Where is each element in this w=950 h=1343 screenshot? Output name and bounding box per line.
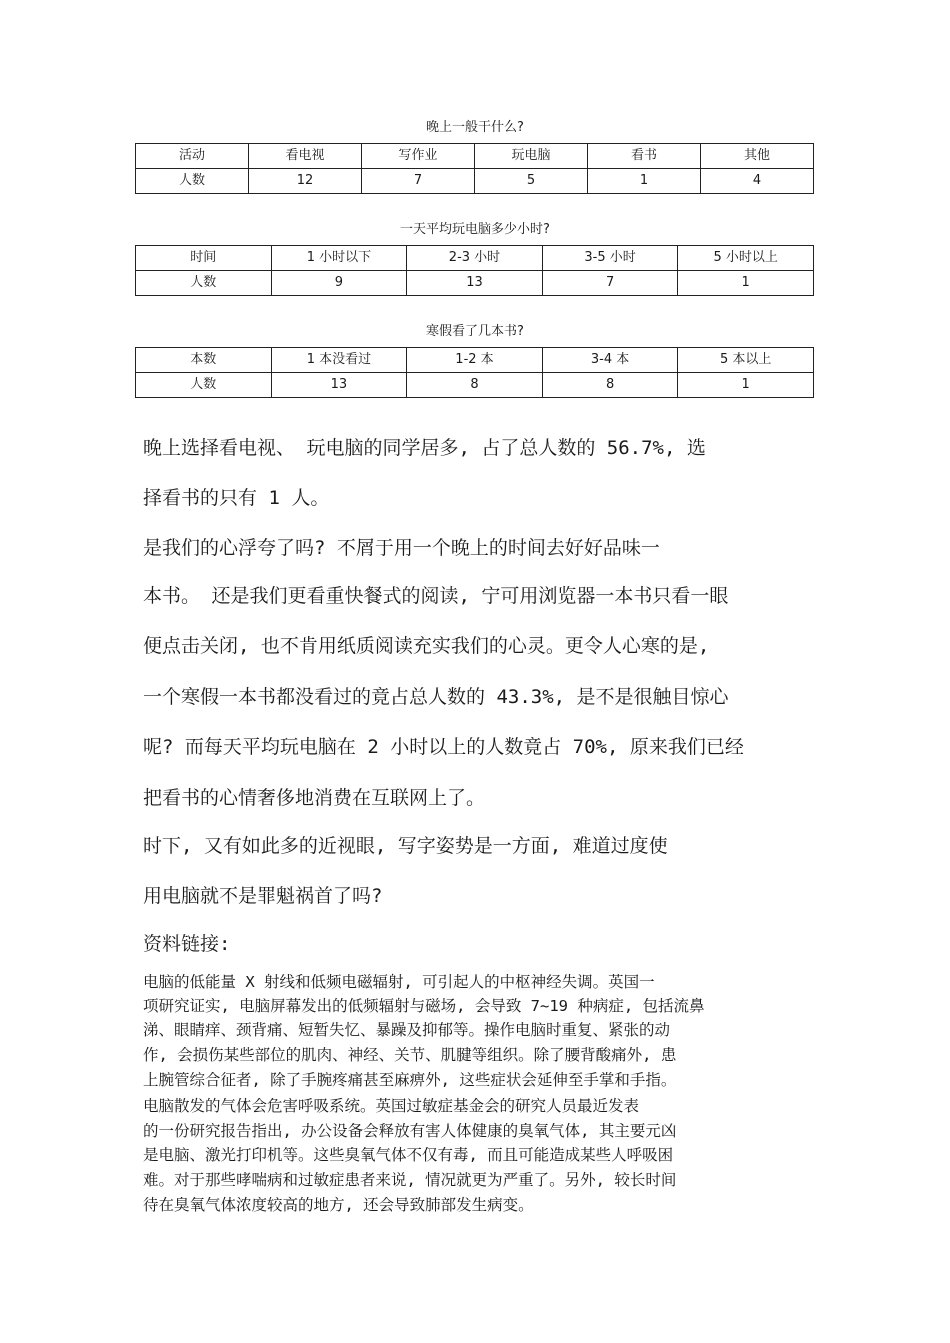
- table-caption-evening-activity: 晚上一般干什么?: [426, 120, 524, 135]
- body-line: 呢? 而每天平均玩电脑在 2 小时以上的人数竟占 70%, 原来我们已经: [143, 736, 744, 758]
- books-read-table: [135, 347, 814, 398]
- table-row: [136, 373, 814, 398]
- body-line: 时下, 又有如此多的近视眼, 写字姿势是一方面, 难道过度使: [143, 835, 668, 857]
- table-header-row: [136, 348, 814, 373]
- table-cell: 9: [271, 271, 407, 296]
- reference-line: 是电脑、激光打印机等。这些臭氧气体不仅有毒, 而且可能造成某些人呼吸困: [143, 1146, 674, 1164]
- table-cell: 7: [362, 169, 475, 194]
- table-cell: 12: [249, 169, 362, 194]
- body-line: 一个寒假一本书都没看过的竟占总人数的 43.3%, 是不是很触目惊心: [143, 686, 729, 708]
- reference-line: 涕、眼睛痒、颈背痛、短暂失忆、暴躁及抑郁等。操作电脑时重复、紧张的动: [143, 1021, 671, 1039]
- table-cell: 3-4 本: [542, 348, 678, 373]
- body-line: 用电脑就不是罪魁祸首了吗?: [143, 885, 383, 907]
- table-cell: 活动: [136, 144, 249, 169]
- table-caption-computer-hours: 一天平均玩电脑多少小时?: [400, 222, 550, 237]
- table-cell: 4: [701, 169, 814, 194]
- body-line: 便点击关闭, 也不肯用纸质阅读充实我们的心灵。更令人心寒的是,: [143, 635, 710, 657]
- table-cell: 写作业: [362, 144, 475, 169]
- reference-line: 待在臭氧气体浓度较高的地方, 还会导致肺部发生病变。: [143, 1196, 534, 1214]
- reference-line: 电脑的低能量 X 射线和低频电磁辐射, 可引起人的中枢神经失调。英国一: [143, 973, 655, 991]
- table-cell: 8: [407, 373, 543, 398]
- table-cell: 1: [678, 271, 814, 296]
- table-cell: 8: [542, 373, 678, 398]
- table-cell: 看书: [588, 144, 701, 169]
- table-row: [136, 271, 814, 296]
- table-cell: 5 本以上: [678, 348, 814, 373]
- table-cell: 13: [271, 373, 407, 398]
- table-cell: 1: [588, 169, 701, 194]
- table-cell: 看电视: [249, 144, 362, 169]
- table-header-row: [136, 246, 814, 271]
- table-cell: 1 小时以下: [271, 246, 407, 271]
- reference-line: 作, 会损伤某些部位的肌肉、神经、关节、肌腱等组织。除了腰背酸痛外, 患: [143, 1046, 677, 1064]
- table-cell: 1 本没看过: [271, 348, 407, 373]
- body-line: 择看书的只有 1 人。: [143, 487, 330, 509]
- body-line: 是我们的心浮夸了吗? 不屑于用一个晚上的时间去好好品味一: [143, 537, 660, 559]
- reference-line: 上腕管综合征者, 除了手腕疼痛甚至麻痹外, 这些症状会延伸至手掌和手指。: [143, 1071, 677, 1089]
- reference-line: 的一份研究报告指出, 办公设备会释放有害人体健康的臭氧气体, 其主要元凶: [143, 1122, 677, 1140]
- table-cell: 其他: [701, 144, 814, 169]
- table-row: [136, 169, 814, 194]
- resource-link-heading: 资料链接:: [143, 933, 231, 955]
- table-caption-books-read: 寒假看了几本书?: [426, 324, 524, 339]
- table-cell: 玩电脑: [475, 144, 588, 169]
- table-cell: 时间: [136, 246, 272, 271]
- body-line: 把看书的心情奢侈地消费在互联网上了。: [143, 787, 486, 809]
- table-cell: 3-5 小时: [542, 246, 678, 271]
- body-line: 本书。 还是我们更看重快餐式的阅读, 宁可用浏览器一本书只看一眼: [143, 585, 729, 607]
- table-cell: 1-2 本: [407, 348, 543, 373]
- table-cell: 1: [678, 373, 814, 398]
- reference-line: 难。对于那些哮喘病和过敏症患者来说, 情况就更为严重了。另外, 较长时间: [143, 1171, 677, 1189]
- table-cell: 13: [407, 271, 543, 296]
- table-cell: 人数: [136, 271, 272, 296]
- table-cell: 7: [542, 271, 678, 296]
- reference-line: 项研究证实, 电脑屏幕发出的低频辐射与磁场, 会导致 7~19 种病症, 包括流鼻: [143, 997, 705, 1015]
- table-cell: 本数: [136, 348, 272, 373]
- computer-hours-table: [135, 245, 814, 296]
- table-header-row: [136, 144, 814, 169]
- body-line: 晚上选择看电视、 玩电脑的同学居多, 占了总人数的 56.7%, 选: [143, 437, 706, 459]
- reference-line: 电脑散发的气体会危害呼吸系统。英国过敏症基金会的研究人员最近发表: [143, 1097, 640, 1115]
- table-cell: 2-3 小时: [407, 246, 543, 271]
- table-cell: 人数: [136, 373, 272, 398]
- table-cell: 5 小时以上: [678, 246, 814, 271]
- evening-activity-table: [135, 143, 814, 194]
- table-cell: 5: [475, 169, 588, 194]
- table-cell: 人数: [136, 169, 249, 194]
